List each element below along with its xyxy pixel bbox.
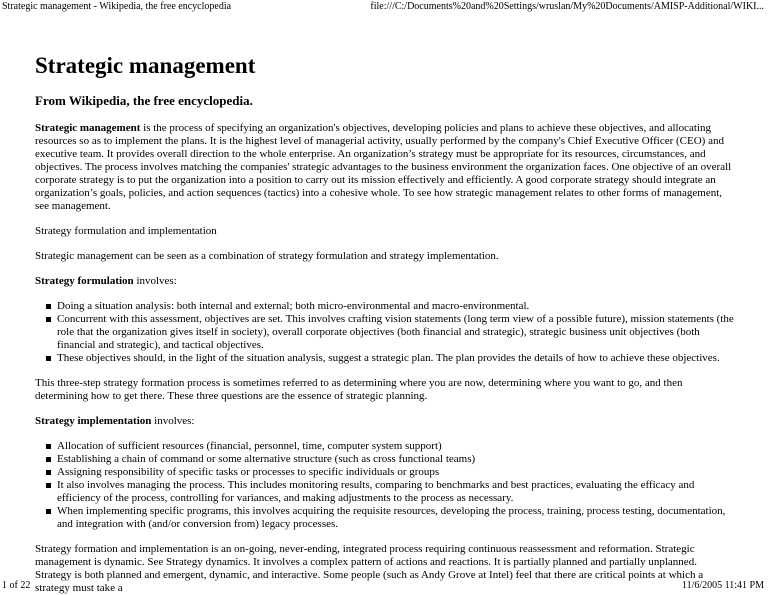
page-number: 1 of 22	[2, 580, 31, 591]
print-timestamp: 11/6/2005 11:41 PM	[681, 580, 764, 591]
page-subtitle: From Wikipedia, the free encyclopedia.	[35, 93, 253, 108]
intro-paragraph	[35, 122, 735, 213]
list-item	[57, 313, 735, 352]
formulation-lead	[35, 275, 735, 288]
page-title: Strategic management	[35, 53, 256, 78]
list-item	[57, 505, 735, 531]
list-item-text: Assigning responsibility of specific tasks or processes to specific individuals or groups	[57, 466, 440, 478]
list-item	[57, 453, 735, 466]
intro-text: is the process of specifying an organization's objectives, developing policies and plans to achieve these objectives, and allocating resources so as to implement the plans. It is the highest level of managerial activity, usually performed by the company's Chief Executive Officer (CEO) and executive team. It provides overall direction to the whole enterprise. An organization’s strategy must be appropriate for its resources, circumstances, and objectives. The process involves matching the companies' strategic advantages to the business environment the organization faces. One objective of an overall corporate strategy is to put the organization into a position to carry out its mission effectively and efficiently. A good corporate strategy should integrate an organization’s goals, policies, and action sequences (tactics) into a cohesive whole. To see how strategic management relates to other forms of management, see management.	[35, 122, 732, 212]
implementation-lead	[35, 415, 735, 428]
formulation-lead-text: involves:	[133, 275, 177, 287]
list-item-text: When implementing specific programs, this involves acquiring the requisite resources, developing the process, training, process testing, documentation, and integration with (and/or conversion from) legacy processes.	[57, 505, 726, 530]
list-item	[57, 300, 735, 313]
implementation-lead-text: involves:	[151, 415, 195, 427]
print-header	[0, 0, 768, 14]
intro-bold-term: Strategic management	[35, 122, 141, 134]
bullet-icon	[46, 304, 51, 309]
bullet-icon	[46, 457, 51, 462]
bullet-icon	[46, 483, 51, 488]
article-content	[35, 53, 735, 595]
bullet-icon	[46, 317, 51, 322]
list-item-text: Doing a situation analysis: both internal and external; both micro-environmental and macro-environmental.	[57, 300, 530, 312]
implementation-list	[35, 440, 735, 531]
list-item-text: Establishing a chain of command or some alternative structure (such as cross functional teams)	[57, 453, 476, 465]
three-step-paragraph: This three-step strategy formation process is sometimes referred to as determining where you are now, determining where you want to go, and then determining how to get there. These three questions are the essence of strategic planning.	[35, 377, 683, 402]
implementation-bold-term: Strategy implementation	[35, 415, 152, 427]
list-item-text: Allocation of sufficient resources (financial, personnel, time, computer system support)	[57, 440, 442, 452]
bullet-icon	[46, 356, 51, 361]
print-header-title: Strategic management - Wikipedia, the free encyclopedia	[2, 1, 232, 12]
print-footer	[0, 579, 768, 593]
list-item-text: It also involves managing the process. This includes monitoring results, comparing to benchmarks and best practices, evaluating the efficacy and efficiency of the process, controlling for variances, and making adjustments to the process as necessary.	[57, 479, 695, 504]
list-item-text: Concurrent with this assessment, objectives are set. This involves crafting vision statements (long term view of a possible future), mission statements (the role that the organization gives itself in society), overall corporate objectives (both financial and strategic), strategic business unit objectives (both financial and strategic), and tactical objectives.	[57, 313, 734, 351]
list-item	[57, 352, 735, 365]
list-item	[57, 440, 735, 453]
bullet-icon	[46, 444, 51, 449]
list-item-text: These objectives should, in the light of the situation analysis, suggest a strategic plan. The plan provides the details of how to achieve these objectives.	[57, 352, 720, 364]
formulation-list	[35, 300, 735, 365]
list-item	[57, 479, 735, 505]
bullet-icon	[46, 509, 51, 514]
bullet-icon	[46, 470, 51, 475]
formulation-bold-term: Strategy formulation	[35, 275, 134, 287]
section-intro: Strategic management can be seen as a combination of strategy formulation and strategy implementation.	[35, 250, 499, 262]
section-heading: Strategy formulation and implementation	[35, 225, 217, 237]
closing-paragraph: Strategy formation and implementation is an on-going, never-ending, integrated process requiring continuous reassessment and reformation. Strategic management is dynamic. See Strategy dynamics. It involves a complex pattern of actions and reactions. It is partially planned and partially unplanned. Strategy is both planned and emergent, dynamic, and interactive. Some people (such as Andy Grove at Intel) feel that there are critical points at which a strategy must take a	[35, 543, 704, 594]
list-item	[57, 466, 735, 479]
print-header-url: file:///C:/Documents%20and%20Settings/wruslan/My%20Documents/AMISP-Additional/WIKI...	[370, 1, 764, 12]
